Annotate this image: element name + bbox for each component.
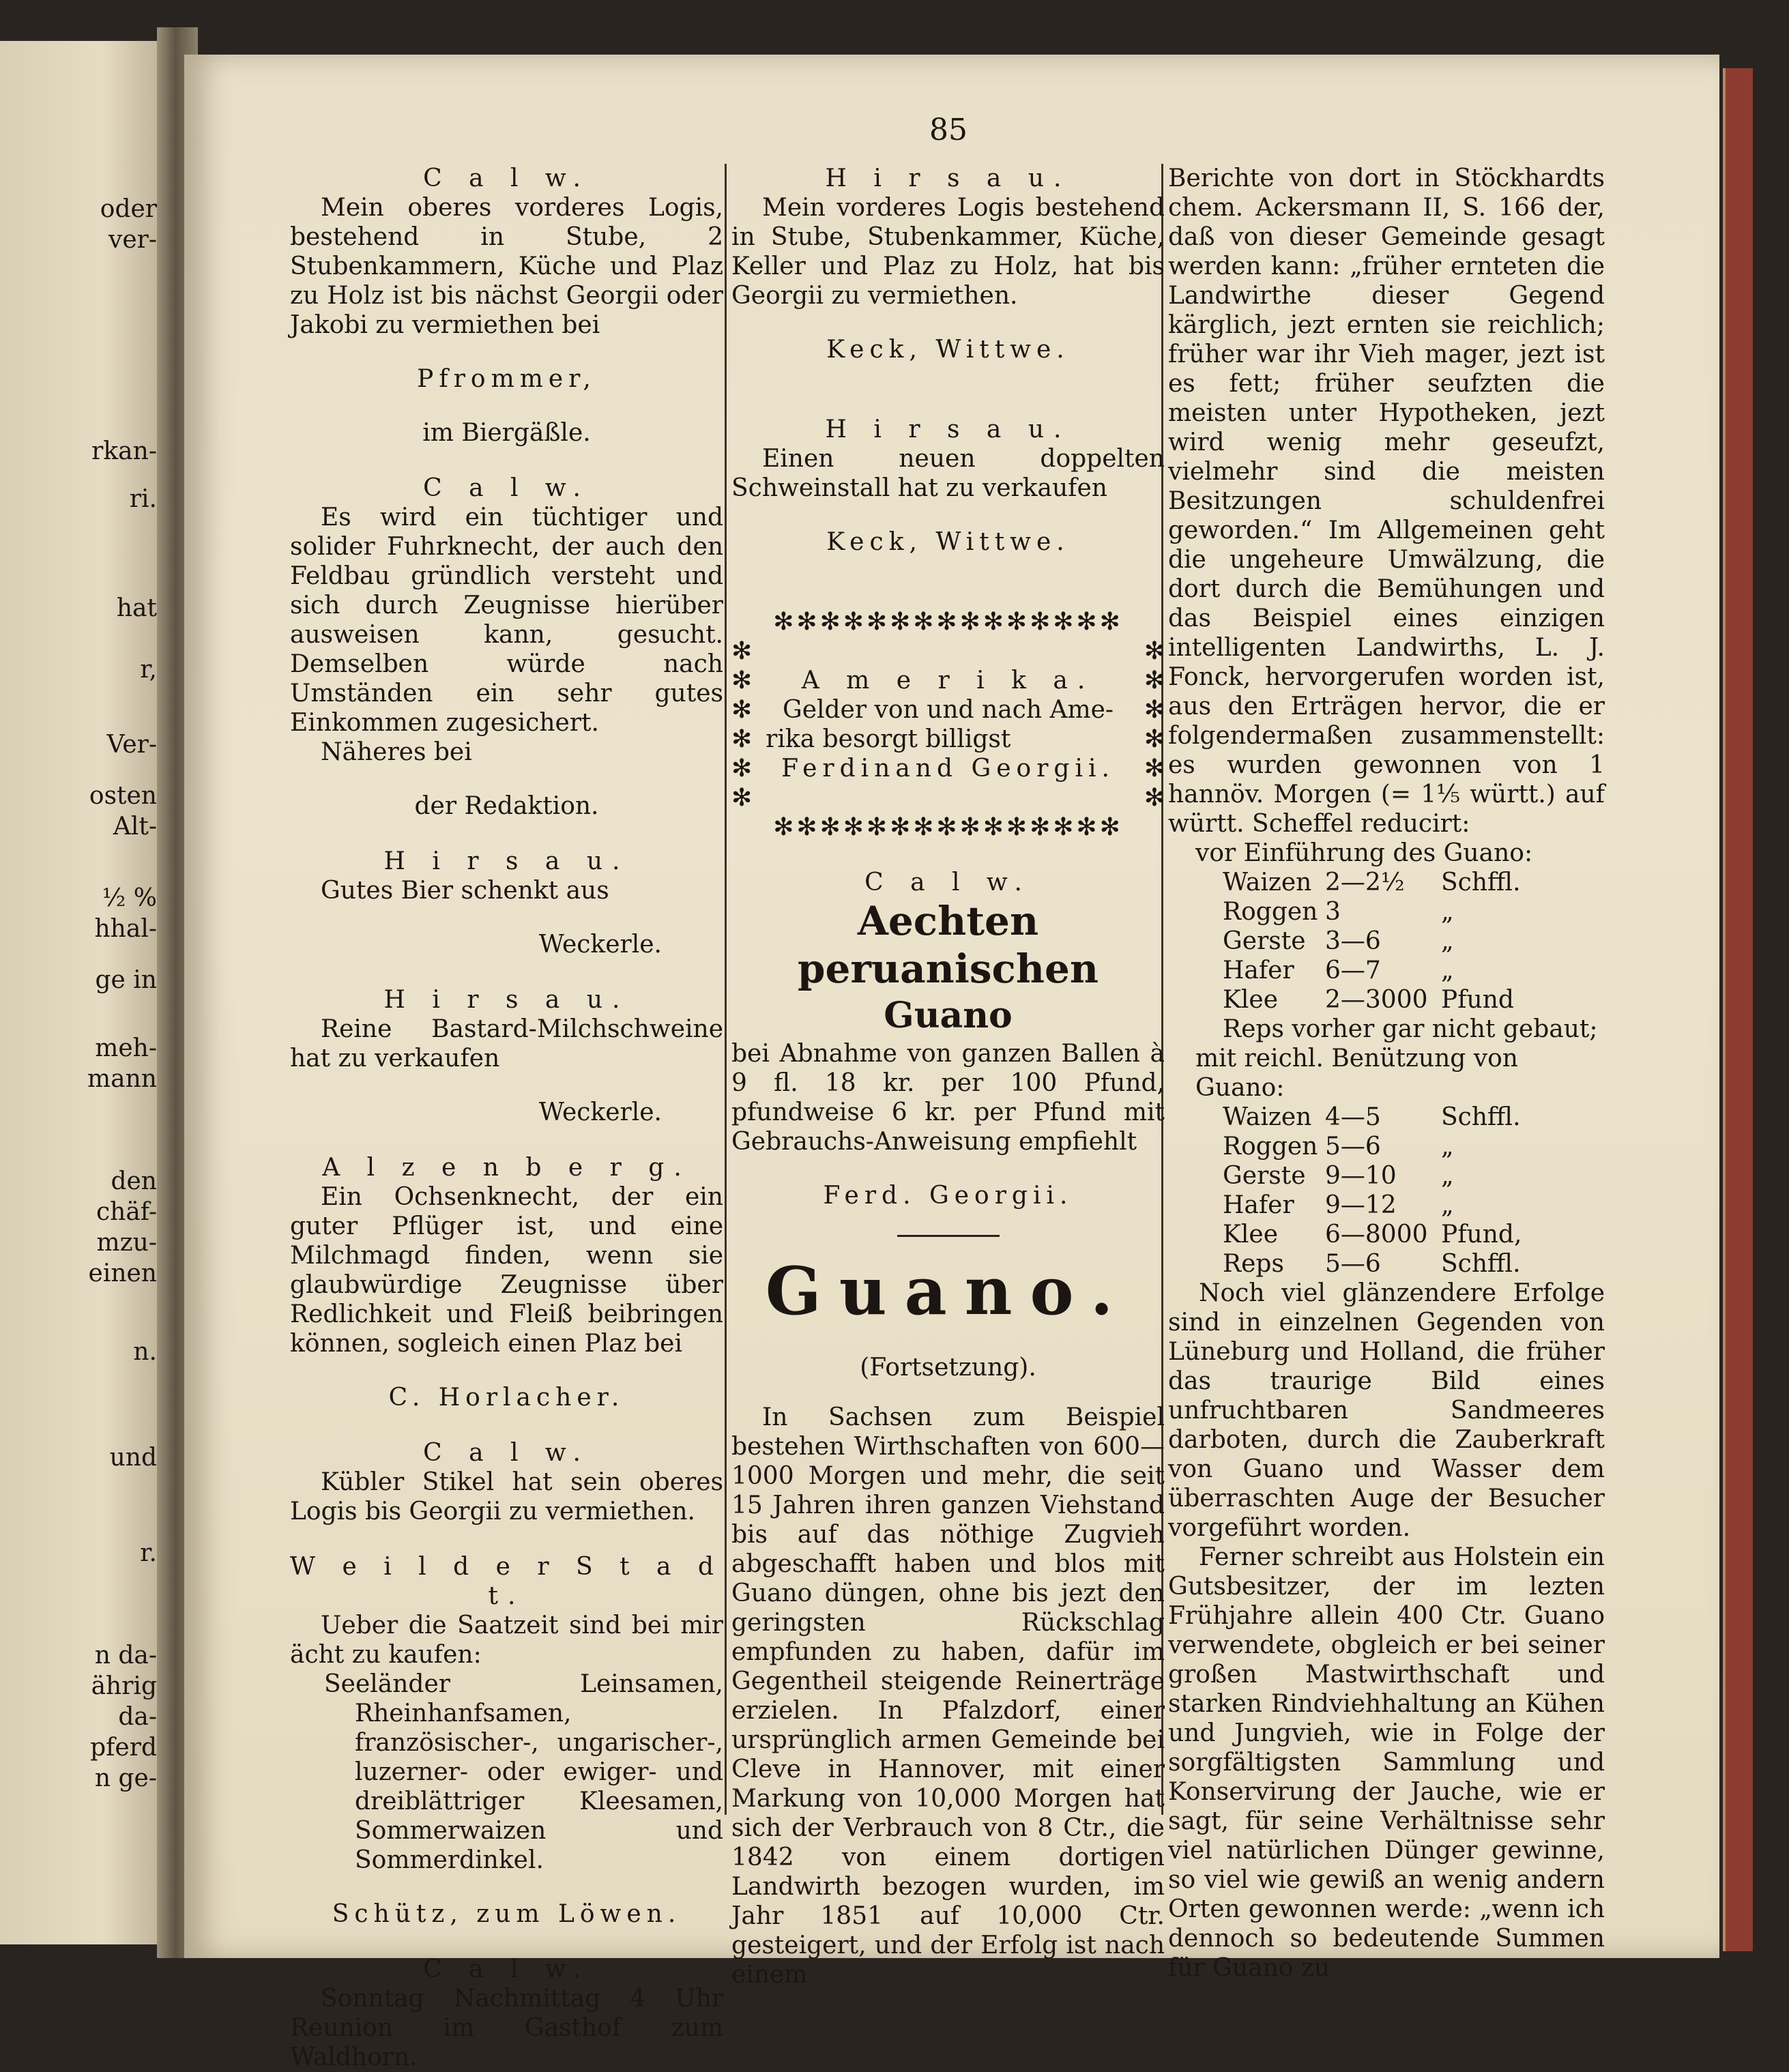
table-cell: „ <box>1441 1133 1454 1161</box>
table-cell: 5—6 <box>1325 1133 1381 1161</box>
yield-table-before <box>1223 868 1605 1044</box>
page-number: 85 <box>929 113 968 147</box>
left-page-fragment: ½ % <box>102 884 157 912</box>
star-ornament: ✻ <box>731 725 753 753</box>
left-page-fragment: und <box>109 1444 157 1472</box>
table-row <box>1223 1161 1605 1191</box>
table-cell: „ <box>1441 1162 1454 1190</box>
column-1-ads <box>290 164 723 2072</box>
ad-heading: C a l w. <box>423 474 590 502</box>
left-page-fragment: osten <box>89 782 157 810</box>
table-cell: 2—2½ <box>1325 869 1405 896</box>
left-page-fragment: hat <box>116 594 157 622</box>
box-heading: A m e r i k a. <box>801 667 1095 695</box>
left-page-fragment: ver- <box>108 226 157 254</box>
table-cell: „ <box>1441 898 1454 926</box>
ad-text: Gutes Bier schenkt aus <box>321 877 609 905</box>
ad-text: Mein oberes vorderes Logis, bestehend in Stube, 2 Stubenkammern, Küche und Plaz zu Holz ist bis nächst Georgii oder Jakobi zu vermiethen bei <box>290 194 723 339</box>
left-page-fragment: pferd <box>90 1734 157 1762</box>
left-page-fragment: oder <box>100 195 157 223</box>
table-cell: Waizen <box>1223 1103 1312 1131</box>
article-subtitle: (Fortsetzung). <box>860 1354 1036 1382</box>
left-page-fragment: mzu- <box>96 1229 157 1257</box>
left-page-fragment: n ge- <box>94 1764 157 1792</box>
table-cell: Roggen <box>1223 1133 1318 1161</box>
ad-signature: im Biergäßle. <box>422 419 591 447</box>
ad-heading: C a l w. <box>423 1439 590 1467</box>
left-page-fragment: einen <box>88 1259 157 1287</box>
table-cell: Waizen <box>1223 869 1312 896</box>
star-ornament: ✻ <box>731 637 753 665</box>
ad-text: Sonntag Nachmittag 4 Uhr Reunion im Gasthof zum Waldhorn. <box>290 1985 723 2071</box>
guano-ad-title: Aechten peruanischen <box>797 898 1099 992</box>
column-2 <box>731 164 1165 1989</box>
ad-text: Seeländer Leinsamen, Rheinhanfsamen, französischer-, ungarischer-, luzerner- oder ewiger- und dreiblättriger Kleesamen, Sommerwaizen und Sommerdinkel. <box>324 1670 723 1874</box>
ad-heading: A l z e n b e r g. <box>322 1154 691 1182</box>
table-cell: Pfund, <box>1441 1221 1522 1249</box>
table-cell: Klee <box>1223 986 1279 1014</box>
star-ornament: ✻ <box>731 696 753 724</box>
ad-signature: Keck, Wittwe. <box>826 528 1070 556</box>
star-ornament: ✻ <box>731 784 753 812</box>
article-text: Ferner schreibt aus Holstein ein Gutsbesitzer, der im lezten Frühjahre allein 400 Ctr. Guano verwendete, obgleich er bei seiner großen Mastwirthschaft und starken Rindviehhaltung an Kühen und Jungvieh, wie in Folge der sorgfältigsten Sammlung und Konservirung der Jauche, wie er sagt, für seine Verhältnisse sehr viel natürlichen Dünger gewinne, so viel wie gewiß an wenig andern Orten gewonnen werde: „wenn ich dennoch so bedeutende Summen für Guano zu <box>1168 1543 1605 1982</box>
ad-text: Reine Bastard-Milchschweine hat zu verkaufen <box>290 1015 723 1073</box>
star-ornament: ✻ <box>1144 696 1165 724</box>
table-cell: „ <box>1441 1191 1454 1219</box>
table-cell: Hafer <box>1223 957 1294 984</box>
star-border-top: ✻✻✻✻✻✻✻✻✻✻✻✻✻✻✻ <box>773 608 1123 636</box>
table-row <box>1223 1132 1605 1161</box>
ad-heading: C a l w. <box>864 869 1032 896</box>
ad-signature: Keck, Wittwe. <box>826 336 1070 364</box>
left-page-fragment: n da- <box>94 1641 157 1669</box>
table-cell: „ <box>1441 927 1454 955</box>
table-cell: Gerste <box>1223 1162 1306 1190</box>
ad-text: Mein vorderes Logis bestehend in Stube, Stubenkammer, Küche, Keller und Plaz zu Holz, hat bis Georgii zu vermiethen. <box>731 194 1165 310</box>
table-cell: Schffl. <box>1441 1103 1521 1131</box>
left-page-fragment: Ver- <box>106 731 157 759</box>
table-row <box>1223 1103 1605 1132</box>
table-row <box>1223 1220 1605 1249</box>
left-page-fragment: den <box>111 1167 157 1195</box>
star-ornament: ✻ <box>731 755 753 783</box>
table-row <box>1223 926 1605 956</box>
ad-signature: Weckerle. <box>538 931 662 959</box>
table-row <box>1223 1191 1605 1220</box>
ad-signature: der Redaktion. <box>414 792 599 820</box>
left-page-fragment: r. <box>140 1539 157 1567</box>
table-cell: 6—7 <box>1325 957 1381 984</box>
guano-ad-title-2: Guano <box>884 995 1013 1036</box>
column-rule <box>725 164 727 1815</box>
yield-table-after <box>1223 1103 1605 1279</box>
star-border-bottom: ✻✻✻✻✻✻✻✻✻✻✻✻✻✻✻ <box>773 813 1123 841</box>
left-page-fragment: da- <box>118 1703 157 1731</box>
ad-text: Einen neuen doppelten Schweinstall hat zu verkaufen <box>731 445 1165 502</box>
table-cell: Schffl. <box>1441 869 1521 896</box>
table-cell: „ <box>1441 957 1454 984</box>
table-label-before: vor Einführung des Guano: <box>1195 839 1533 867</box>
ad-heading: H i r s a u. <box>383 986 630 1014</box>
table-cell: Klee <box>1223 1221 1279 1249</box>
ad-heading: C a l w. <box>423 164 590 192</box>
star-ornament: ✻ <box>1144 637 1165 665</box>
ad-text: Ein Ochsenknecht, der ein guter Pflüger ist, und eine Milchmagd finden, wenn sie glaubwürdige Zeugnisse über Redlichkeit und Fleiß beibringen können, sogleich einen Plaz bei <box>290 1183 723 1358</box>
table-cell: 3—6 <box>1325 927 1381 955</box>
left-page-fragment: r, <box>140 656 157 684</box>
table-cell: Pfund <box>1441 986 1514 1014</box>
table-cell: 3 <box>1325 898 1341 926</box>
article-text: Berichte von dort in Stöckhardts chem. Ackersmann II, S. 166 der, daß von dieser Gemeinde gesagt werden kann: „früher ernteten die Landwirthe dieser Gegend kärglich, jezt ernten sie reichlich; früher war ihr Vieh mager, jezt ist es fett; früher seufzten die meisten unter Hypotheken, jezt wird wenig mehr geseufzt, vielmehr sind die meisten Besitzungen schuldenfrei geworden.“ Im Allgemeinen geht die ungeheure Umwälzung, die dort durch die Bemühungen und das Beispiel eines einzigen intelligenten Landwirths, L. J. Fonck, hervorgerufen worden ist, aus den Erträgen hervor, die er folgendermaßen zusammenstellt: es wurden gewonnen von 1 hannöv. Morgen (= 1⅕ württ.) auf württ. Scheffel reducirt: <box>1168 164 1605 838</box>
left-page-fragment: mann <box>87 1065 157 1093</box>
ad-text: Näheres bei <box>321 738 472 766</box>
ad-text: Kübler Stikel hat sein oberes Logis bis Georgii zu vermiethen. <box>290 1468 723 1526</box>
ad-text: Es wird ein tüchtiger und solider Fuhrknecht, der auch den Feldbau gründlich versteht und sich durch Zeugnisse hierüber ausweisen kann, gesucht. Demselben würde nach Umständen ein sehr gutes Einkommen zugesichert. <box>290 504 723 737</box>
table-row <box>1223 1249 1605 1279</box>
guano-ad-signature: Ferd. Georgii. <box>823 1182 1073 1210</box>
article-text: In Sachsen zum Beispiel bestehen Wirthschaften von 600—1000 Morgen und mehr, die seit 15 Jahren ihren ganzen Viehstand bis auf das nöthige Zugvieh abgeschafft haben und blos mit Guano düngen, ohne bis jezt den geringsten Rückschlag empfunden zu haben, dafür im Gegentheil steigende Reinerträge erzielen. In Pfalzdorf, einer ursprünglich armen Gemeinde bei Cleve in Hannover, mit einer Markung von 10,000 Morgen hat sich der Verbrauch von 8 Ctr., die 1842 von einem dortigen Landwirth bezogen wurden, im Jahr 1851 auf 10,000 Ctr. gesteigert, und der Erfolg ist nach einem <box>731 1403 1165 1989</box>
left-page-fragment: Alt- <box>113 813 157 841</box>
article-text: Noch viel glänzendere Erfolge sind in einzelnen Gegenden von Lüneburg und Holland, die früher das traurige Bild eines unfruchtbaren Sandmeeres darboten, durch die Zauberkraft von Guano und Wasser dem überraschten Auge der Besucher vorgeführt worden. <box>1168 1279 1605 1542</box>
left-page-fragment: meh- <box>95 1034 157 1062</box>
guano-ad-text: bei Abnahme von ganzen Ballen à 9 fl. 18 kr. per 100 Pfund, pfundweise 6 kr. per Pfund mit Gebrauchs-Anweisung empfiehlt <box>731 1040 1165 1156</box>
left-page-fragment: ge in <box>95 966 157 994</box>
table-cell: Schffl. <box>1441 1250 1521 1278</box>
star-ornament: ✻ <box>1144 725 1165 753</box>
star-ornament: ✻ <box>1144 755 1165 783</box>
table-cell: 4—5 <box>1325 1103 1381 1131</box>
table-label-after: mit reichl. Benützung von Guano: <box>1195 1045 1518 1102</box>
book-cover-edge <box>1723 68 1753 1951</box>
section-divider <box>897 1235 1000 1237</box>
table-row <box>1223 956 1605 985</box>
table-cell: Roggen <box>1223 898 1318 926</box>
ad-signature: Weckerle. <box>538 1098 662 1126</box>
table-cell: 6—8000 <box>1325 1221 1428 1249</box>
table-row <box>1223 897 1605 926</box>
ad-signature: Schütz, zum Löwen. <box>332 1900 682 1928</box>
table-cell: 2—3000 <box>1325 986 1428 1014</box>
star-ornament: ✻ <box>1144 667 1165 695</box>
article-title: Guano. <box>765 1253 1131 1330</box>
box-line: Gelder von und nach Ame- <box>782 696 1114 724</box>
left-page-fragment: hhal- <box>94 915 157 943</box>
box-line: rika besorgt billigst <box>766 725 1011 753</box>
table-cell: Reps vorher gar nicht gebaut; <box>1223 1015 1598 1043</box>
ad-heading: H i r s a u. <box>383 847 630 875</box>
ad-heading: H i r s a u. <box>825 164 1071 192</box>
table-cell: Gerste <box>1223 927 1306 955</box>
left-page-fragment: n. <box>133 1338 157 1366</box>
ad-signature: Pfrommer, <box>417 365 596 393</box>
box-signature: Ferdinand Georgii. <box>781 755 1115 783</box>
left-page-fragment: ri. <box>129 485 157 513</box>
table-cell: 9—12 <box>1325 1191 1397 1219</box>
left-page-edge <box>0 41 171 1944</box>
left-page-fragment: rkan- <box>91 437 157 465</box>
table-cell: Hafer <box>1223 1191 1294 1219</box>
star-ornament: ✻ <box>731 667 753 695</box>
ad-text: Ueber die Saatzeit sind bei mir ächt zu kaufen: <box>290 1611 723 1669</box>
table-row <box>1223 868 1605 897</box>
star-border-box <box>731 607 1165 842</box>
left-page-fragment: chäf- <box>96 1198 157 1226</box>
ad-heading: H i r s a u. <box>825 415 1071 443</box>
table-row <box>1223 985 1605 1015</box>
ad-heading: C a l w. <box>423 1955 590 1983</box>
table-cell: 9—10 <box>1325 1162 1397 1190</box>
column-3 <box>1168 164 1605 1983</box>
ad-signature: C. Horlacher. <box>388 1384 625 1412</box>
table-cell: Reps <box>1223 1250 1284 1278</box>
left-page-fragment: ährig <box>91 1672 157 1700</box>
star-ornament: ✻ <box>1144 784 1165 812</box>
table-row <box>1223 1015 1605 1044</box>
table-cell: 5—6 <box>1325 1250 1381 1278</box>
ad-heading: W e i l d e r S t a d t. <box>290 1553 723 1610</box>
